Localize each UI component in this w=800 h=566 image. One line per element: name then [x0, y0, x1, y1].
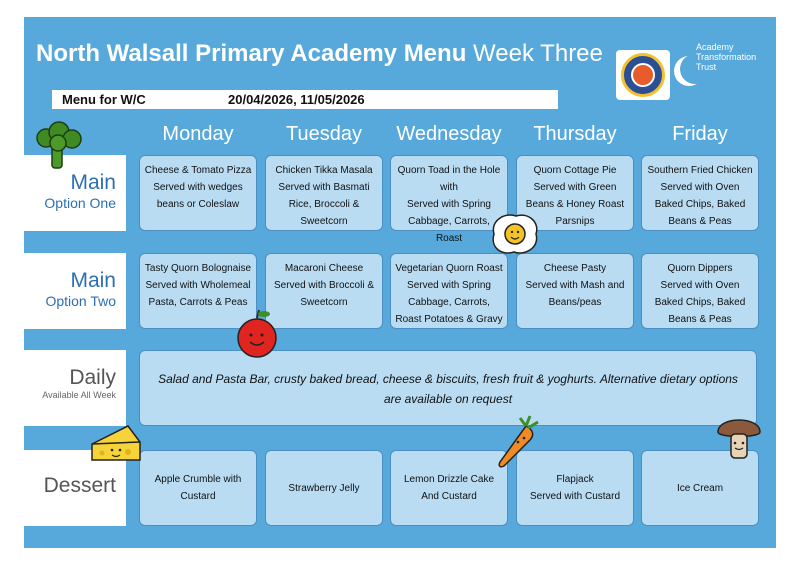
dish-name: Quorn Toad in the Hole with: [397, 165, 501, 193]
dish-name: Lemon Drizzle Cake: [403, 474, 495, 485]
dish-name: Apple Crumble with Custard: [154, 474, 242, 502]
menu-cell-main2-wednesday: [390, 253, 508, 329]
dish-name: Strawberry Jelly: [288, 482, 360, 494]
school-badge-icon: [616, 50, 670, 100]
menu-cell-main2-tuesday: [265, 253, 383, 329]
broccoli-icon: [34, 120, 84, 172]
dish-desc: Served with Mash and Beans/peas: [525, 280, 625, 308]
trust-line-1: Academy: [696, 42, 734, 52]
dish-name: Ice Cream: [676, 482, 724, 494]
dish-desc: Served with Spring Cabbage, Carrots, Roast: [407, 199, 491, 244]
menu-cell-dessert-wednesday: [390, 450, 508, 526]
row-label-main-one-title: Main: [70, 171, 116, 194]
dish-name: Flapjack: [556, 474, 594, 485]
day-header-thursday: Thursday: [533, 123, 617, 145]
dish-desc: Served with Wholemeal Pasta, Carrots & Peas: [145, 280, 251, 308]
dish-name: Macaroni Cheese: [284, 263, 364, 274]
menu-cell-main2-thursday: [516, 253, 634, 329]
menu-cell-dessert-tuesday: [265, 450, 383, 526]
page-title: [36, 40, 603, 68]
dish-name: Cheese & Tomato Pizza: [144, 165, 252, 176]
row-label-main-two-title: Main: [70, 269, 116, 292]
week-commencing-bar: [52, 90, 558, 109]
menu-cell-main2-friday: [641, 253, 759, 329]
day-header-monday: Monday: [162, 123, 234, 145]
dish-desc: Served with Spring Cabbage, Carrots, Roast Potatoes & Gravy: [395, 280, 503, 325]
dish-name: Chicken Tikka Masala: [275, 165, 373, 176]
row-label-main-two-sub: Option Two: [45, 293, 116, 309]
dish-desc: Served with Oven Baked Chips, Baked Beans & Peas: [654, 280, 746, 325]
trust-line-3: Trust: [696, 62, 717, 72]
trust-logo: [680, 42, 770, 96]
title-bold: North Walsall Primary Academy Menu: [36, 40, 467, 67]
mushroom-icon: [714, 408, 764, 462]
wc-dates: 20/04/2026, 11/05/2026: [228, 92, 365, 107]
dish-name: Southern Fried Chicken: [647, 165, 753, 176]
cheese-icon: [88, 420, 144, 466]
day-header-friday: Friday: [672, 123, 728, 145]
row-label-main-two: [24, 253, 126, 329]
row-label-dessert-title: Dessert: [43, 474, 116, 497]
carrot-icon: [496, 414, 542, 470]
dish-desc: Served with Oven Baked Chips, Baked Beans & Peas: [654, 182, 746, 227]
school-badge-ring: [621, 53, 665, 97]
daily-options-box: Salad and Pasta Bar, crusty baked bread, cheese & biscuits, fresh fruit & yoghurts. Alternative dietary options are available on request: [139, 350, 757, 426]
row-label-main-one-sub: Option One: [44, 195, 116, 211]
menu-cell-main1-tuesday: [265, 155, 383, 231]
school-badge-center: [631, 63, 655, 87]
title-week: Week Three: [473, 40, 603, 67]
dish-desc: Served with Green Beans & Honey Roast Parsnips: [525, 182, 625, 227]
dish-desc: Served with Custard: [529, 491, 621, 502]
menu-cell-main1-monday: [139, 155, 257, 231]
apple-icon: [232, 308, 282, 360]
row-label-daily-sub: Available All Week: [42, 390, 116, 400]
dish-name: Quorn Cottage Pie: [533, 165, 617, 176]
trust-line-2: Transformation: [696, 52, 757, 62]
menu-cell-main1-friday: [641, 155, 759, 231]
row-label-daily-title: Daily: [69, 366, 116, 389]
row-label-daily: [24, 350, 126, 426]
dish-name: Cheese Pasty: [543, 263, 607, 274]
day-header-wednesday: Wednesday: [396, 123, 502, 145]
menu-cell-dessert-monday: [139, 450, 257, 526]
dish-name: Tasty Quorn Bolognaise: [144, 263, 252, 274]
dish-desc: Served with Basmati Rice, Broccoli & Sweetcorn: [278, 182, 370, 227]
dish-desc: Served with wedges beans or Coleslaw: [153, 182, 243, 210]
dish-desc: And Custard: [421, 491, 477, 502]
dish-name: Quorn Dippers: [667, 263, 733, 274]
dish-desc: Served with Broccoli & Sweetcorn: [273, 280, 375, 308]
dish-name: Vegetarian Quorn Roast: [395, 263, 503, 274]
wc-label: Menu for W/C: [62, 92, 146, 107]
trust-logo-text: [696, 42, 756, 72]
day-header-tuesday: Tuesday: [286, 123, 362, 145]
egg-icon: [488, 210, 542, 258]
